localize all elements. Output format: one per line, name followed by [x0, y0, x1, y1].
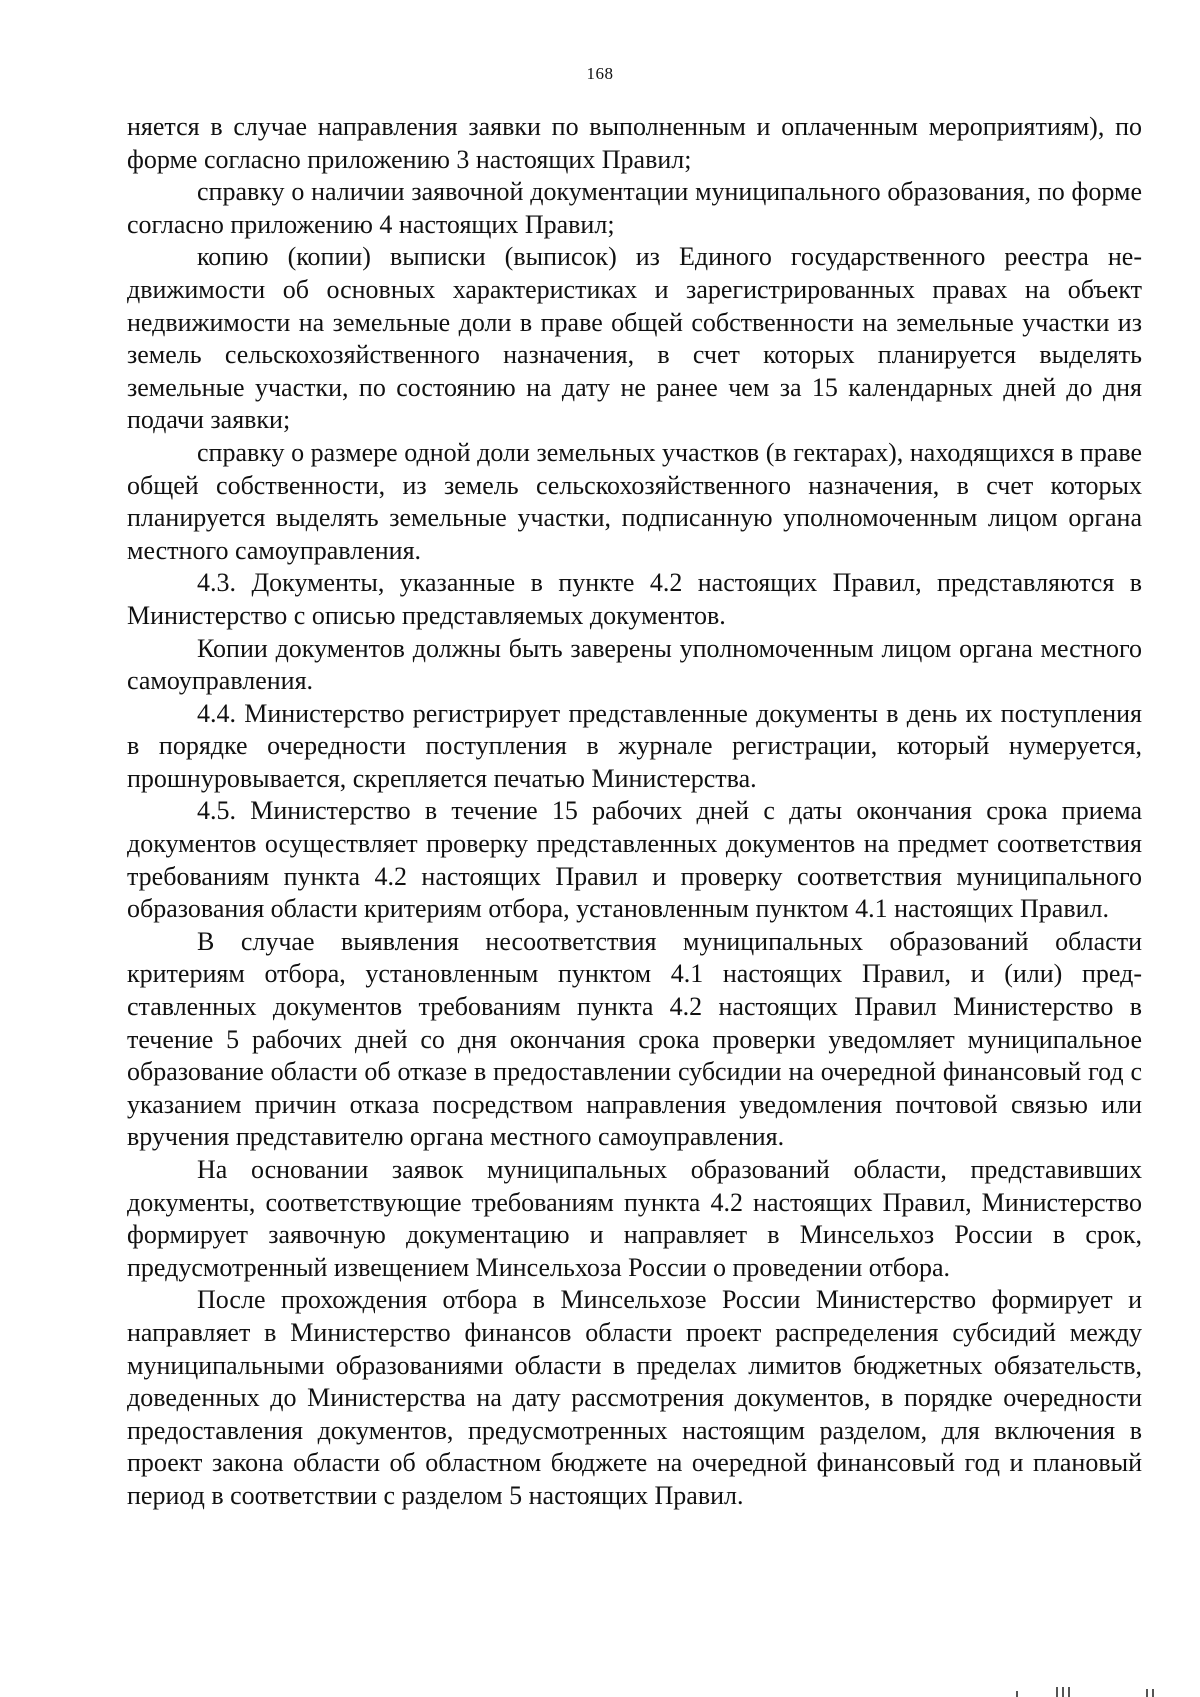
paragraph-copies-certified: Копии документов должны быть заверены уполномоченным лицом органа местного самоуправления.	[127, 633, 1142, 696]
scan-artifact-marks	[1016, 1683, 1176, 1697]
paragraph-4-3: 4.3. Документы, указанные в пункте 4.2 настоящих Правил, представляются в Министерство с описью представляемых документов.	[127, 568, 1142, 630]
paragraph-4-5: 4.5. Министерство в течение 15 рабочих дней с даты окончания срока приема документов осуществляет проверку представленных документов на предмет соответствия требованиям пункта 4.2 настоящих Правил и проверку соответствия муниципального образования области критериям отбора, установленным пунктом 4.1 настоящих Правил.	[127, 796, 1142, 924]
paragraph-continuation: няется в случае направления заявки по выполненным и оплаченным мероприятиям), по форме согласно приложению 3 настоящих Правил;	[127, 112, 1142, 174]
paragraph-registry-extract: копию (копии) выписки (выписок) из Единого государственного реестра недвижимости об основных характеристиках и зарегистрированных правах на объект недвижимости на земельные доли в праве общей собственности на земельные участки из земель сельскохозяйственного назначения, в счет которых планируется выделять земельные участки, по состоянию на дату не ранее чем за 15 календарных дней до дня подачи заявки;	[127, 242, 1142, 435]
paragraph-4-4: 4.4. Министерство регистрирует представленные документы в день их поступления в порядке очередности поступления в журнале регистрации, который нумеруется, прошнуровывается, скрепляется печатью Министерства.	[127, 698, 1142, 793]
paragraph-application-forming: На основании заявок муниципальных образований области, представивших документы, соответствующие требованиям пункта 4.2 настоящих Правил, Министерство формирует заявочную документацию и направляет в Минсельхоз России в срок, предусмотренный извещением Минсельхоза России о проведении отбора.	[127, 1155, 1142, 1282]
paragraph-noncompliance: В случае выявления несоответствия муниципальных образований области критериям отбора, установленным пунктом 4.1 настоящих Правил, и (или) представленных документов требованиям пункта 4.2 настоящих Правил Министерство в течение 5 рабочих дней со дня окончания срока проверки уведомляет муниципальное образование области об отказе в предоставлении субсидии на очередной финансовый год с указанием причин отказа посредством направления уведомления почтовой связью или вручения представителю органа местного самоуправления.	[127, 926, 1142, 1152]
page-number: 168	[586, 64, 614, 83]
paragraph-subsidy-distribution: После прохождения отбора в Минсельхозе России Министерство формирует и направляет в Министерство финансов области проект распределения субсидий между муниципальными образованиями области в пределах лимитов бюджетных обязательств, доведенных до Министерства на дату рассмотрения документов, в порядке очередности предоставления документов, предусмотренных настоящим разделом, для включения в проект закона области об областном бюджете на очередной финансовый год и плановый период в соответствии с разделом 5 настоящих Правил.	[127, 1285, 1142, 1510]
paragraph-application-docs-certificate: справку о наличии заявочной документации муниципального образования, по форме согласно приложению 4 настоящих Правил;	[127, 177, 1142, 239]
body-text	[127, 111, 1142, 1513]
paragraph-land-share-certificate: справку о размере одной доли земельных участков (в гектарах), находящихся в праве общей собственности, из земель сельскохозяйственного назначения, в счет которых планируется выделять земельные участки, подписанную уполномоченным лицом органа местного самоуправления.	[127, 437, 1142, 565]
